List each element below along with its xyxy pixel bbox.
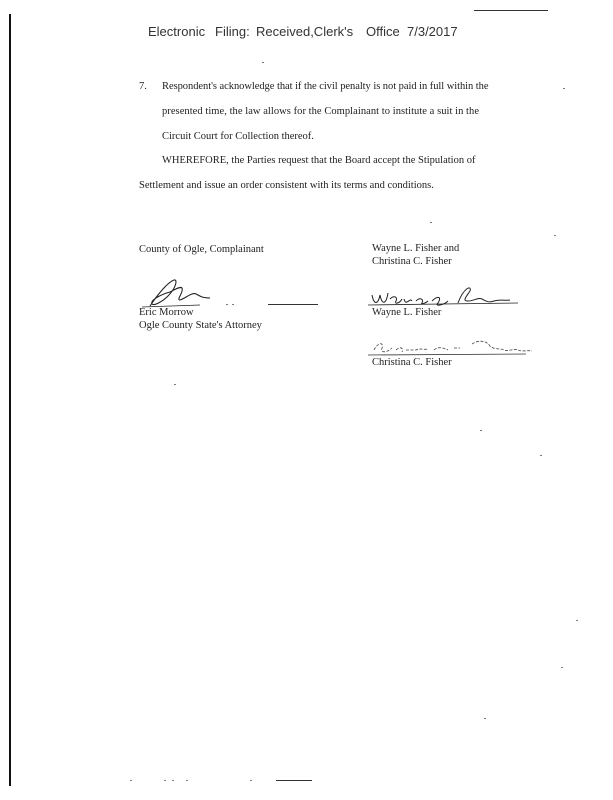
paragraph-7-line-3: Circuit Court for Collection thereof. (162, 131, 314, 142)
wherefore-line-1: WHEREFORE, the Parties request that the Board accept the Stipulation of (162, 155, 476, 166)
header-filing: Filing: (215, 24, 250, 39)
left-margin-bar (9, 14, 11, 786)
respondents-party-line-1: Wayne L. Fisher and (372, 243, 460, 254)
complainant-party: County of Ogle, Complainant (139, 244, 264, 255)
paragraph-7-line-2: presented time, the law allows for the Complainant to institute a suit in the (162, 106, 480, 117)
bottom-rule (276, 780, 312, 781)
paragraph-7-line-1: Respondent's acknowledge that if the civil penalty is not paid in full within the (162, 81, 489, 92)
eric-morrow-title: Ogle County State's Attorney (139, 320, 262, 331)
christina-fisher-name: Christina C. Fisher (372, 357, 452, 368)
wayne-fisher-name: Wayne L. Fisher (372, 307, 442, 318)
respondents-party-line-2: Christina C. Fisher (372, 256, 452, 267)
header-date: 7/3/2017 (407, 24, 458, 39)
eric-morrow-name: Eric Morrow (139, 307, 194, 318)
paragraph-number: 7. (139, 81, 147, 92)
header-received: Received,Clerk's (256, 24, 354, 39)
eric-morrow-signature-line (268, 304, 318, 305)
header-electronic: Electronic (148, 24, 206, 39)
top-rule (474, 10, 548, 11)
header-office: Office (366, 24, 400, 39)
wherefore-line-2: Settlement and issue an order consistent with its terms and conditions. (139, 180, 434, 191)
